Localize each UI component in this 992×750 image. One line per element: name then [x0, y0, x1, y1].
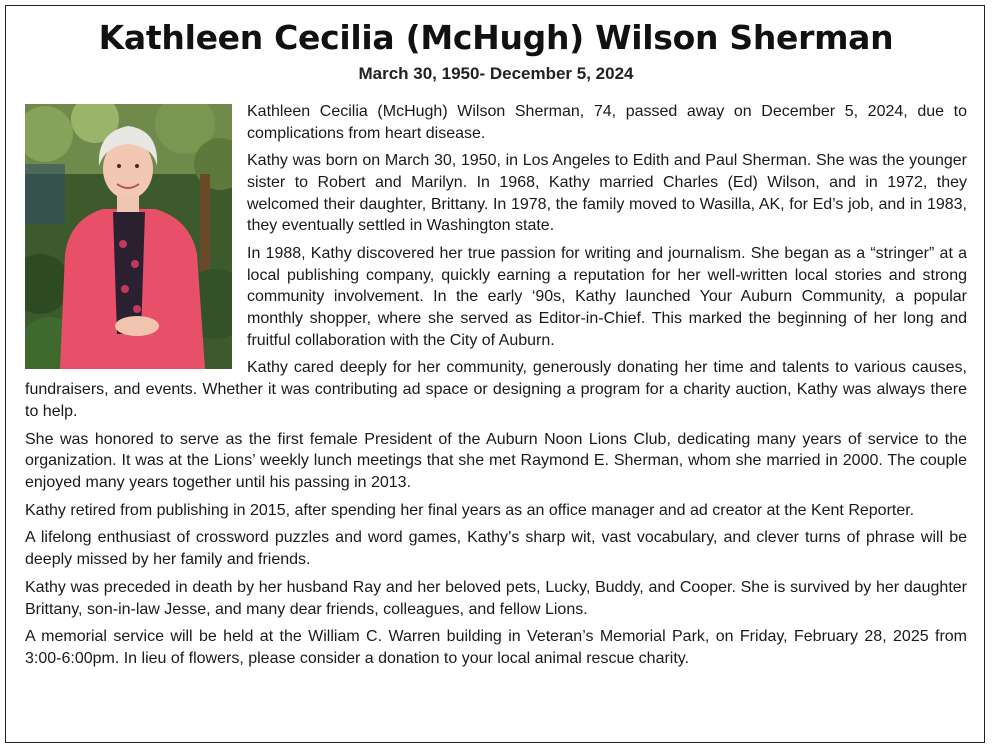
- paragraph: Kathy retired from publishing in 2015, after spending her final years as an office manager and ad creator at the Kent Reporter.: [25, 501, 915, 519]
- paragraph: In 1988, Kathy discovered her true passion for writing and journalism. She began as a “stringer” at a local publishing company, quickly earning a reputation for her well-written local stories and strong community involvement. In the early ‘90s, Kathy launched Your Auburn Community, a popular monthly shopper, where she served as Editor-in-Chief. This marked the beginning of her long and fruitful collaboration with the City of Auburn.: [247, 245, 967, 349]
- paragraph: Kathy cared deeply for her community, generously donating her time and talents to various causes, fundraisers, and events. Whether it was contributing ad space or designing a program for a charity auction, Kathy was always there to help.: [25, 359, 967, 420]
- paragraph: A memorial service will be held at the William C. Warren building in Veteran’s Memorial Park, on Friday, February 28, 2025 from 3:00-6:00pm. In lieu of flowers, please consider a donation to your local animal rescue charity.: [25, 628, 967, 668]
- paragraph: Kathleen Cecilia (McHugh) Wilson Sherman, 74, passed away on December 5, 2024, due to complications from heart disease.: [247, 103, 967, 142]
- paragraph: A lifelong enthusiast of crossword puzzles and word games, Kathy’s sharp wit, vast vocabulary, and clever turns of phrase will be deeply missed by her family and friends.: [25, 529, 967, 569]
- paragraph: Kathy was preceded in death by her husband Ray and her beloved pets, Lucky, Buddy, and Cooper. She is survived by her daughter Brittany, son-in-law Jesse, and many dear friends, colleagues, and fellow Lions.: [25, 578, 967, 618]
- paragraph: Kathy was born on March 30, 1950, in Los Angeles to Edith and Paul Sherman. She was the younger sister to Robert and Marilyn. In 1968, Kathy married Charles (Ed) Wilson, and in 1972, they welcomed their daughter, Brittany. In 1978, the family moved to Wasilla, AK, for Ed’s job, and in 1983, they eventually settled in Washington state.: [247, 152, 967, 235]
- life-dates: March 30, 1950- December 5, 2024: [358, 64, 634, 83]
- obituary-body: [25, 101, 967, 676]
- obituary-name-heading: Kathleen Cecilia (McHugh) Wilson Sherman: [98, 18, 894, 57]
- paragraph: She was honored to serve as the first female President of the Auburn Noon Lions Club, dedicating many years of service to the organization. It was at the Lions’ weekly lunch meetings that she met Raymond E. Sherman, whom she married in 2000. The couple enjoyed many years together until his passing in 2013.: [25, 430, 967, 491]
- photo-wrap-space: [25, 101, 247, 374]
